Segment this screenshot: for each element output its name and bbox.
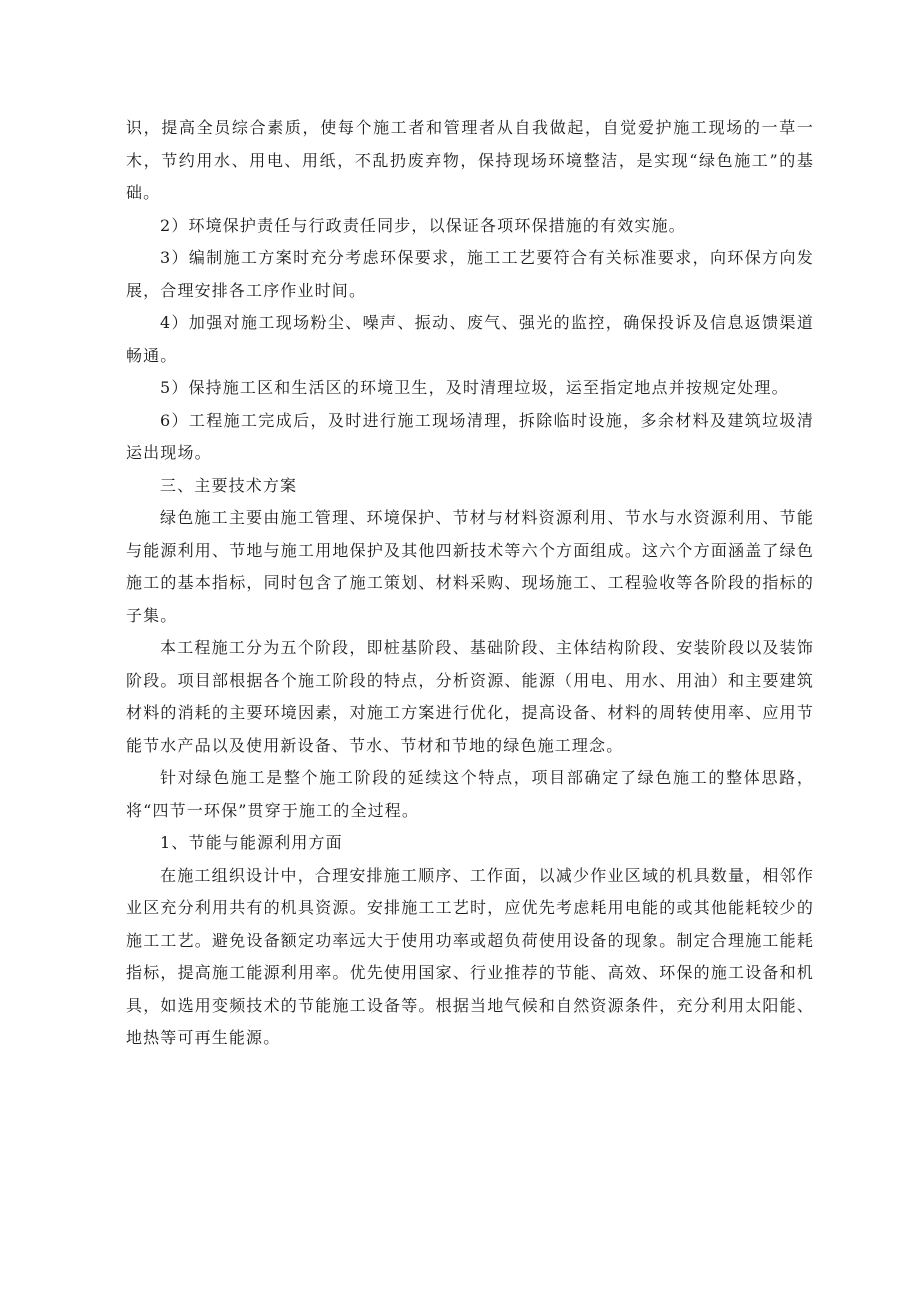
paragraph-item-4: 4）加强对施工现场粉尘、噪声、振动、废气、强光的监控，确保投诉及信息返馈渠道畅通。 <box>126 313 814 365</box>
paragraph-item-5: 5）保持施工区和生活区的环境卫生，及时清理垃圾，运至指定地点并按规定处理。 <box>160 378 789 397</box>
paragraph-item-2: 2）环境保护责任与行政责任同步，以保证各项环保措施的有效实施。 <box>160 215 686 235</box>
subsection-heading-energy: 1、节能与能源利用方面 <box>160 833 343 852</box>
paragraph-construction-stages: 本工程施工分为五个阶段，即桩基阶段、基础阶段、主体结构阶段、安装阶段以及装饰阶段。项目部根据各个施工阶段的特点，分析资源、能源（用电、用水、用油）和主要建筑材料的消耗的主要环境因素，对施工方案进行优化，提高设备、材料的周转使用率、应用节能节水产品以及使用新设备、节水、节材和节地的绿色施工理念。 <box>126 638 814 755</box>
paragraph-overall-approach: 针对绿色施工是整个施工阶段的延续这个特点，项目部确定了绿色施工的整体思路，将“四节一环保”贯穿于施工的全过程。 <box>126 768 814 820</box>
paragraph-item-3: 3）编制施工方案时充分考虑环保要求，施工工艺要符合有关标准要求，向环保方向发展，合理安排各工序作业时间。 <box>126 248 814 300</box>
document-body <box>126 112 814 1055</box>
section-heading-main-technical-plan: 三、主要技术方案 <box>160 475 298 495</box>
paragraph-energy-measures: 在施工组织设计中，合理安排施工顺序、工作面，以减少作业区域的机具数量，相邻作业区充分利用共有的机具资源。安排施工工艺时，应优先考虑耗用电能的或其他能耗较少的施工工艺。避免设备额定功率远大于使用功率或超负荷使用设备的现象。制定合理施工能耗指标，提高施工能源利用率。优先使用国家、行业推荐的节能、高效、环保的施工设备和机具，如选用变频技术的节能施工设备等。根据当地气候和自然资源条件，充分利用太阳能、地热等可再生能源。 <box>126 865 814 1047</box>
paragraph-green-construction-overview: 绿色施工主要由施工管理、环境保护、节材与材料资源利用、节水与水资源利用、节能与能源利用、节地与施工用地保护及其他四新技术等六个方面组成。这六个方面涵盖了绿色施工的基本指标，同时包含了施工策划、材料采购、现场施工、工程验收等各阶段的指标的子集。 <box>126 508 814 625</box>
paragraph-continuation: 识，提高全员综合素质，使每个施工者和管理者从自我做起，自觉爱护施工现场的一草一木，节约用水、用电、用纸，不乱扔废弃物，保持现场环境整洁，是实现“绿色施工”的基础。 <box>126 118 814 202</box>
paragraph-item-6: 6）工程施工完成后，及时进行施工现场清理，拆除临时设施，多余材料及建筑垃圾清运出现场。 <box>126 410 814 462</box>
